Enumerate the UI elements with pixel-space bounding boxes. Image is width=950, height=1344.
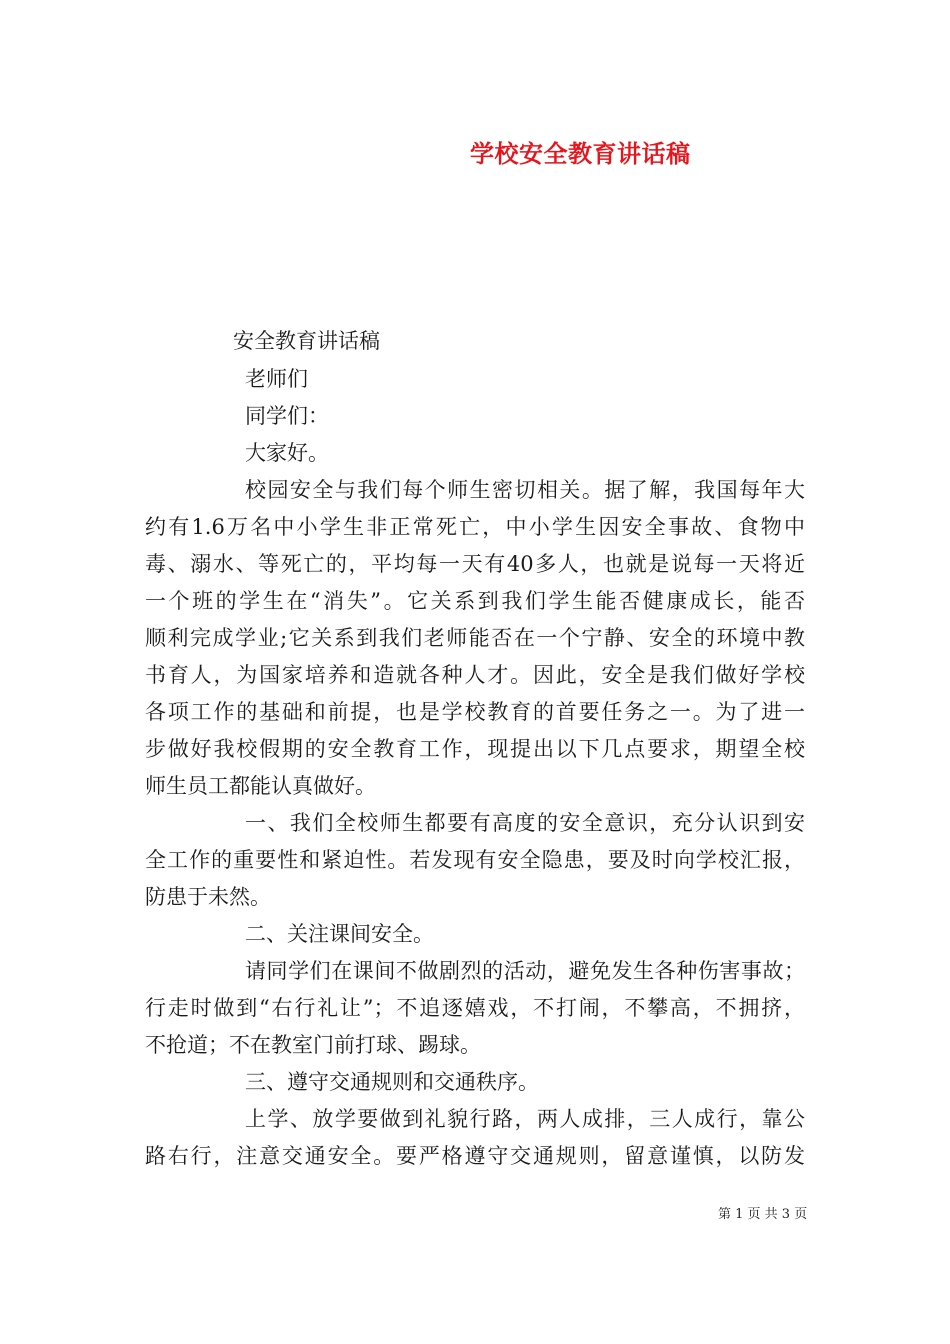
point-one-line: 防患于未然。: [145, 885, 271, 909]
point-three-line: 上学、放学要做到礼貌行路，两人成排，三人成行，靠公: [245, 1107, 805, 1131]
point-one-line: 全工作的重要性和紧迫性。若发现有安全隐患，要及时向学校汇报，: [145, 848, 805, 872]
point-two-line: 请同学们在课间不做剧烈的活动，避免发生各种伤害事故；: [245, 959, 805, 983]
paragraph-line: 书育人，为国家培养和造就各种人才。因此，安全是我们做好学校: [145, 663, 805, 687]
paragraph-line: 约有1.6万名中小学生非正常死亡，中小学生因安全事故、食物中: [145, 515, 805, 539]
point-three-line: 路右行，注意交通安全。要严格遵守交通规则，留意谨慎，以防发: [145, 1144, 805, 1168]
point-two-line: 不抢道；不在教室门前打球、踢球。: [145, 1033, 481, 1057]
paragraph-line: 毒、溺水、等死亡的，平均每一天有40多人，也就是说每一天将近: [145, 552, 805, 576]
document-title: 学校安全教育讲话稿: [470, 140, 691, 168]
paragraph-line: 一个班的学生在“消失”。它关系到我们学生能否健康成长，能否: [145, 589, 805, 613]
salutation-teachers: 老师们: [245, 367, 308, 391]
point-three-heading: 三、遵守交通规则和交通秩序。: [245, 1070, 539, 1094]
speech-heading: 安全教育讲话稿: [233, 329, 380, 353]
greeting: 大家好。: [245, 441, 329, 465]
page-indicator: 第 1 页 共 3 页: [718, 1207, 808, 1222]
paragraph-line: 校园安全与我们每个师生密切相关。据了解，我国每年大: [245, 478, 805, 502]
salutation-students: 同学们：: [245, 404, 329, 428]
paragraph-line: 各项工作的基础和前提，也是学校教育的首要任务之一。为了进一: [145, 700, 805, 724]
paragraph-line: 步做好我校假期的安全教育工作，现提出以下几点要求，期望全校: [145, 737, 805, 761]
point-two-line: 行走时做到“右行礼让”；不追逐嬉戏，不打闹，不攀高，不拥挤，: [145, 996, 805, 1020]
point-one-line: 一、我们全校师生都要有高度的安全意识，充分认识到安: [245, 811, 805, 835]
paragraph-line: 顺利完成学业;它关系到我们老师能否在一个宁静、安全的环境中教: [145, 626, 805, 650]
paragraph-line: 师生员工都能认真做好。: [145, 774, 376, 798]
point-two-heading: 二、关注课间安全。: [245, 922, 434, 946]
